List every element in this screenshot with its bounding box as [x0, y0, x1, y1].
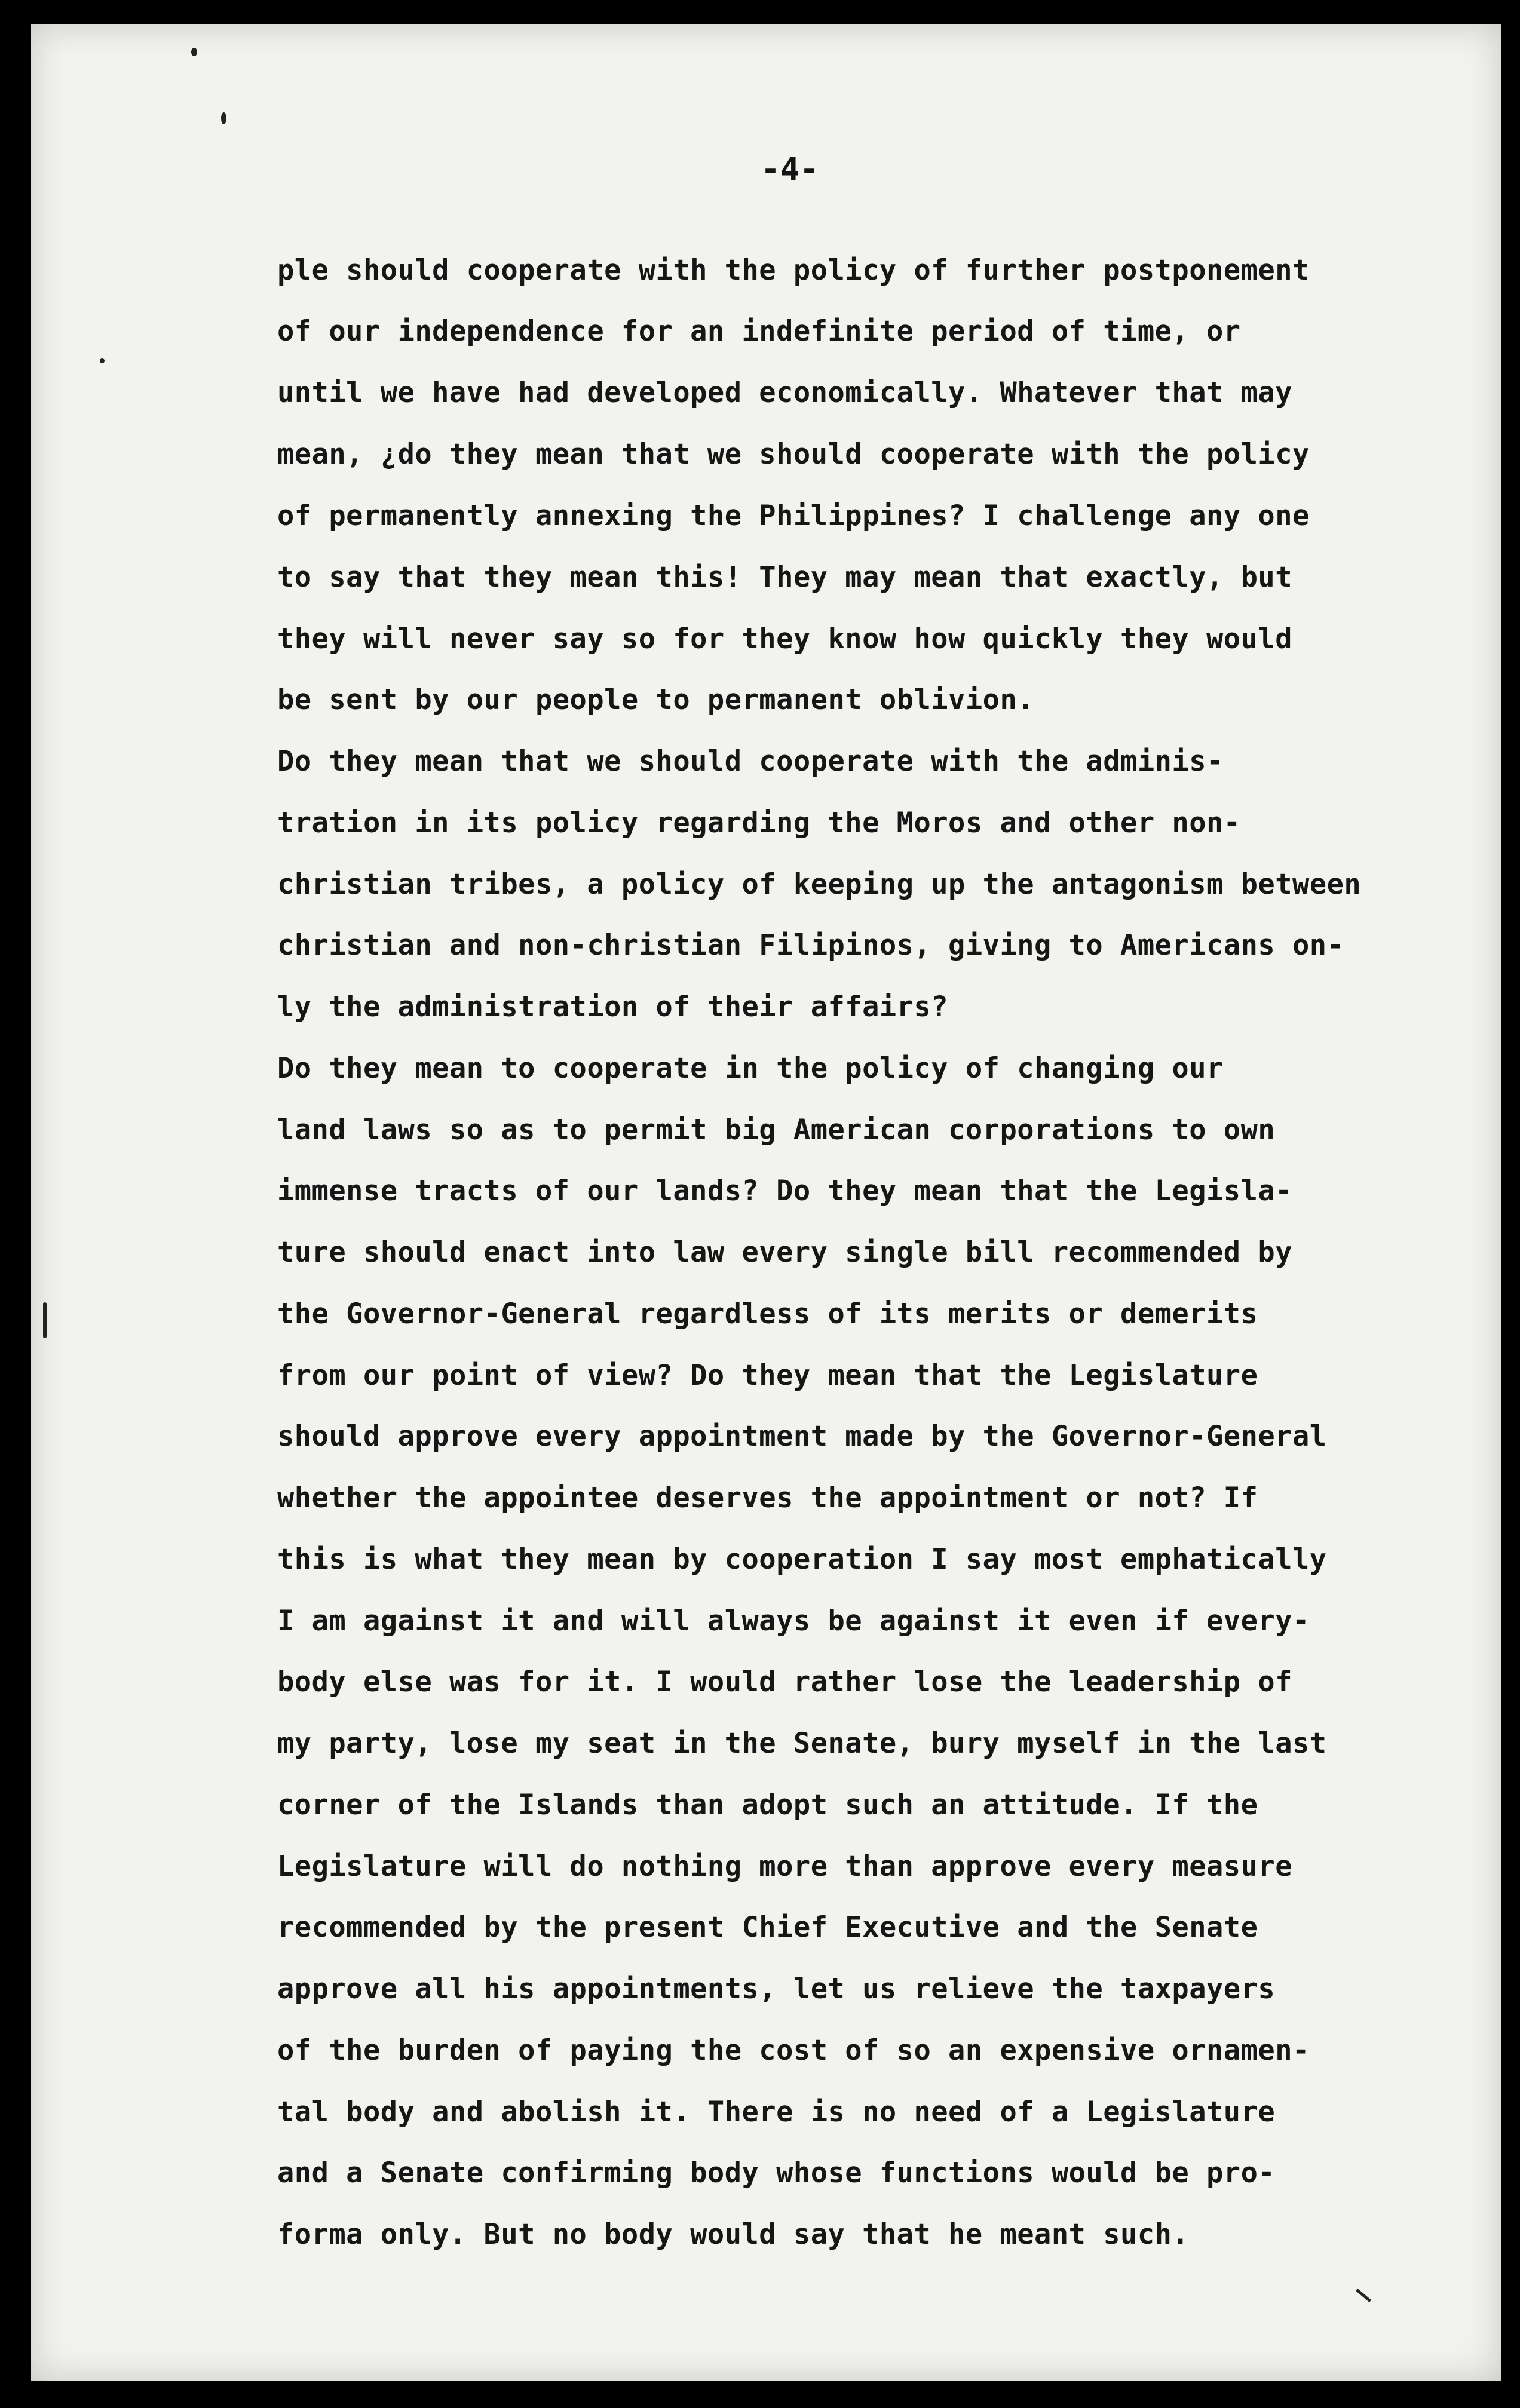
text-line: tal body and abolish it. There is no need of a Legislature — [277, 2096, 1276, 2128]
text-line: to say that they mean this! They may mean that exactly, but — [277, 561, 1292, 594]
text-line: from our point of view? Do they mean that the Legislature — [277, 1359, 1258, 1392]
text-line: Do they mean that we should cooperate with the adminis- — [277, 745, 1224, 778]
text-line: approve all his appointments, let us relieve the taxpayers — [277, 1973, 1276, 2005]
text-line: immense tracts of our lands? Do they mean that the Legisla- — [277, 1174, 1292, 1207]
text-line: be sent by our people to permanent oblivion. — [277, 683, 1035, 716]
text-line: ple should cooperate with the policy of further postponement — [277, 254, 1310, 287]
scan-speck — [1356, 2289, 1371, 2302]
page-number: -4- — [761, 151, 819, 188]
text-line: they will never say so for they know how quickly they would — [277, 622, 1292, 655]
text-line: I am against it and will always be against it even if every- — [277, 1605, 1310, 1637]
document-page — [31, 24, 1501, 2381]
text-line: recommended by the present Chief Executive and the Senate — [277, 1911, 1258, 1944]
scan-speck — [43, 1302, 47, 1338]
text-line: the Governor-General regardless of its merits or demerits — [277, 1297, 1258, 1330]
text-line: and a Senate confirming body whose functions would be pro- — [277, 2157, 1276, 2189]
text-line: body else was for it. I would rather lose the leadership of — [277, 1665, 1292, 1698]
text-line: ture should enact into law every single bill recommended by — [277, 1236, 1292, 1269]
text-line: Do they mean to cooperate in the policy of changing our — [277, 1052, 1224, 1085]
scan-speck — [221, 112, 226, 124]
text-line: my party, lose my seat in the Senate, bury myself in the last — [277, 1727, 1327, 1760]
text-line: christian and non-christian Filipinos, giving to Americans on- — [277, 929, 1344, 962]
scan-speck — [191, 48, 197, 56]
text-line: mean, ¿do they mean that we should cooperate with the policy — [277, 438, 1310, 471]
text-line: of the burden of paying the cost of so an expensive ornamen- — [277, 2034, 1310, 2067]
text-line: whether the appointee deserves the appointment or not? If — [277, 1481, 1258, 1514]
text-line: this is what they mean by cooperation I say most emphatically — [277, 1543, 1327, 1576]
text-line: ly the administration of their affairs? — [277, 990, 949, 1023]
text-line: corner of the Islands than adopt such an attitude. If the — [277, 1789, 1258, 1821]
text-line: until we have had developed economically. Whatever that may — [277, 376, 1292, 409]
text-line: should approve every appointment made by the Governor-General — [277, 1420, 1327, 1453]
text-line: christian tribes, a policy of keeping up the antagonism between — [277, 868, 1362, 901]
scan-speck — [100, 358, 105, 363]
text-line: Legislature will do nothing more than approve every measure — [277, 1850, 1292, 1883]
text-line: land laws so as to permit big American corporations to own — [277, 1113, 1276, 1146]
text-line: of permanently annexing the Philippines? I challenge any one — [277, 499, 1310, 532]
text-line: forma only. But no body would say that he meant such. — [277, 2218, 1190, 2251]
text-line: of our independence for an indefinite period of time, or — [277, 315, 1241, 348]
text-line: tration in its policy regarding the Moros and other non- — [277, 806, 1241, 839]
